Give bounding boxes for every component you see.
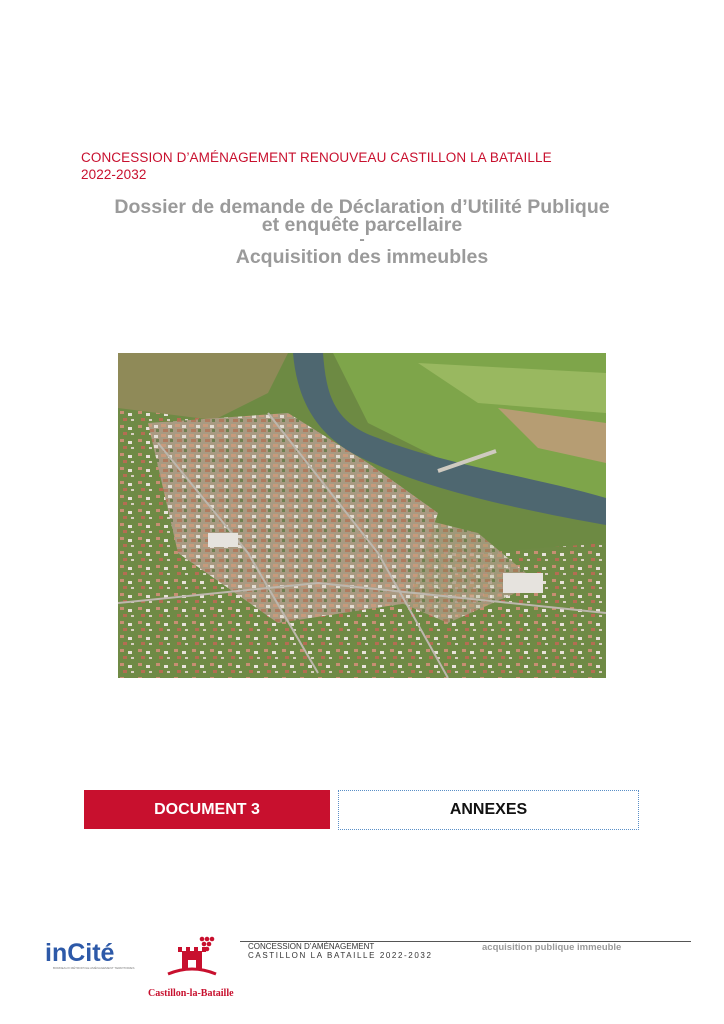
- title-block: [0, 198, 724, 266]
- title-line-3: Acquisition des immeubles: [235, 246, 489, 268]
- aerial-photo: [118, 353, 606, 678]
- header-line-1: CONCESSION D’AMÉNAGEMENT RENOUVEAU CASTILLON LA BATAILLE: [81, 150, 552, 165]
- title-line-2: et enquête parcellaire: [261, 214, 463, 236]
- svg-text:BORDEAUX MÉTROPOLE AMÉNAGEMENT: BORDEAUX MÉTROPOLE AMÉNAGEMENT TERRITOIRES: [53, 966, 135, 970]
- footer-left-line-2: CASTILLON LA BATAILLE 2022-2032: [248, 951, 433, 960]
- title-separator: -: [359, 231, 365, 248]
- header-line-2: 2022-2032: [81, 167, 147, 182]
- document-number-label: DOCUMENT 3: [84, 790, 330, 829]
- document-title: ANNEXES: [338, 790, 639, 830]
- title-line-1: Dossier de demande de Déclaration d’Utilité Publique: [114, 196, 610, 218]
- castillon-logo: [146, 934, 242, 1004]
- incite-logo: [45, 936, 140, 972]
- footer-concession: [248, 942, 433, 960]
- footer-subject: acquisition publique immeuble: [482, 942, 622, 953]
- footer-left-line-1: CONCESSION D’AMÉNAGEMENT: [248, 942, 375, 951]
- svg-text:inCité: inCité: [45, 939, 115, 967]
- svg-text:Castillon-la-Bataille: Castillon-la-Bataille: [148, 988, 234, 999]
